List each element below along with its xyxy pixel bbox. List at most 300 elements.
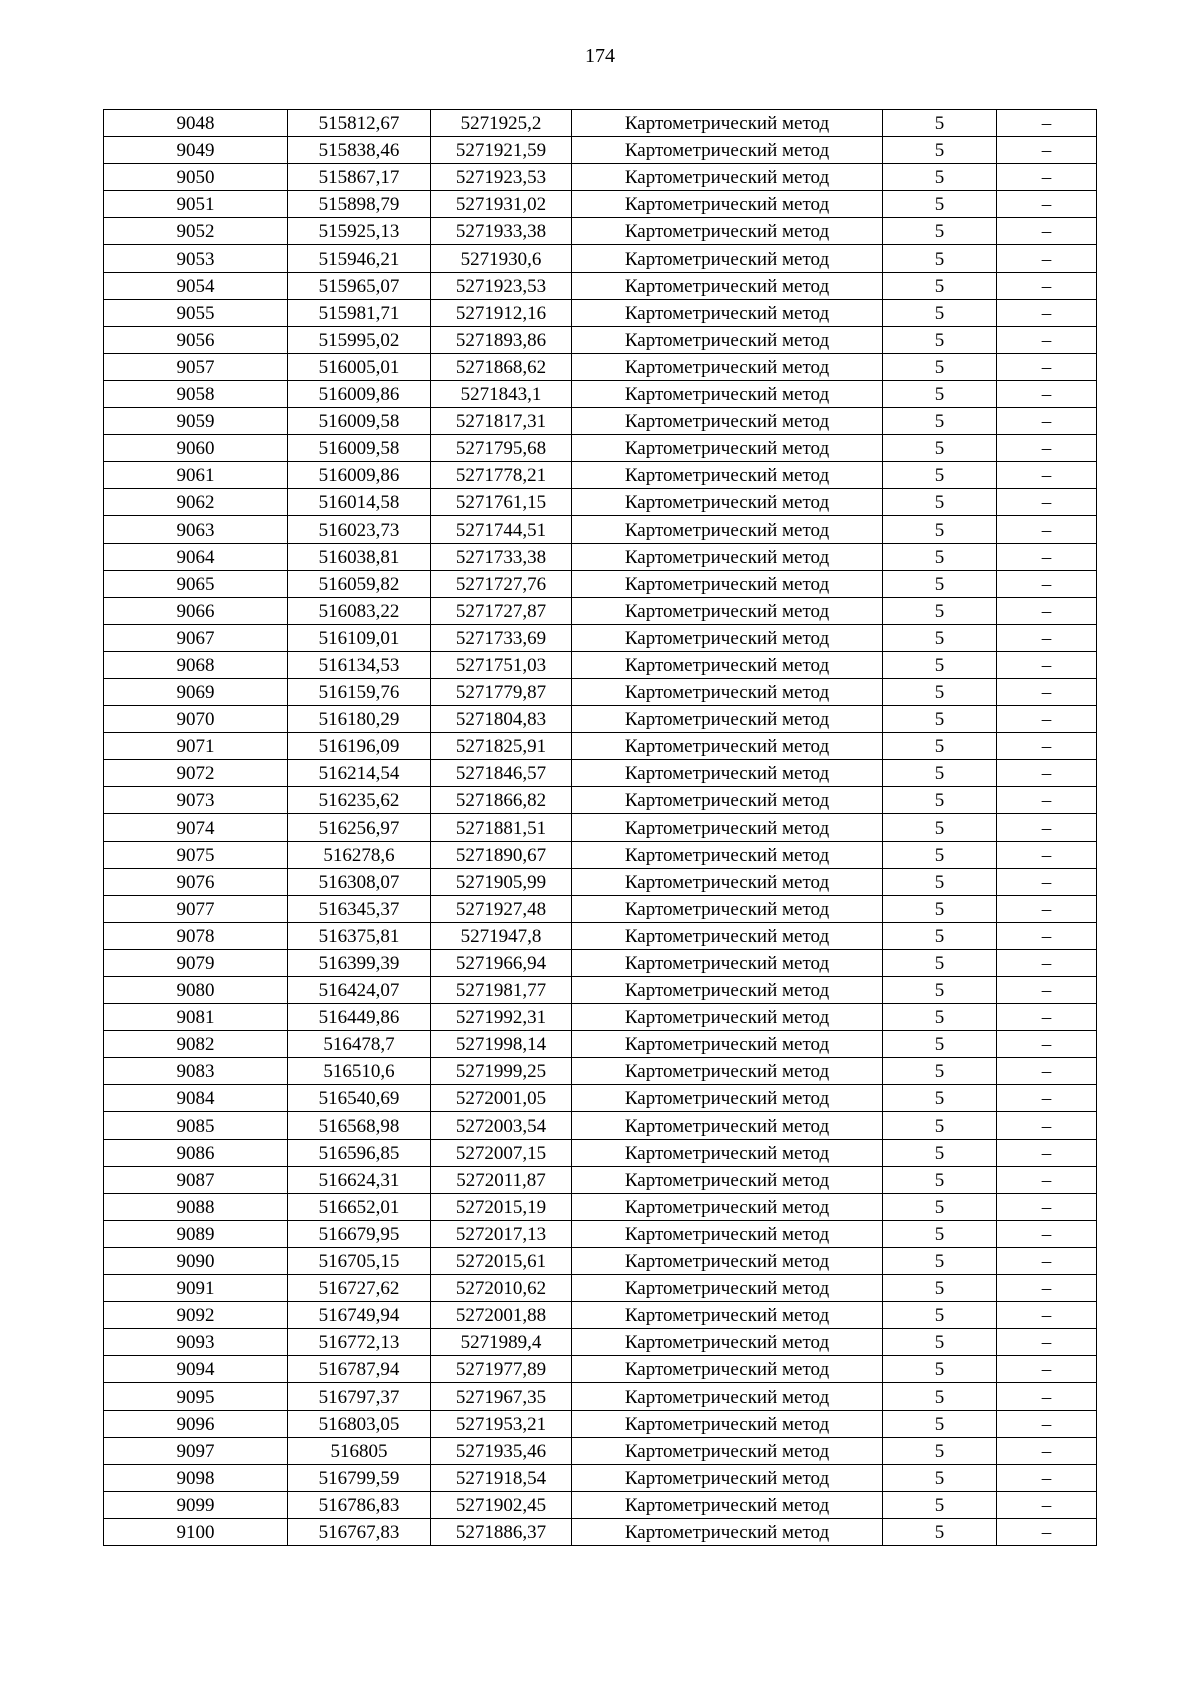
table-row (104, 841, 1097, 868)
point-number-cell: 9094 (104, 1356, 288, 1383)
method-cell: Картометрический метод (572, 1166, 883, 1193)
method-cell: Картометрический метод (572, 1356, 883, 1383)
accuracy-cell: 5 (883, 1329, 997, 1356)
note-cell: – (997, 543, 1097, 570)
y-coordinate-cell: 5271977,89 (431, 1356, 572, 1383)
coordinates-table-body (104, 110, 1097, 1546)
method-cell: Картометрический метод (572, 733, 883, 760)
note-cell: – (997, 1247, 1097, 1274)
y-coordinate-cell: 5271761,15 (431, 489, 572, 516)
x-coordinate-cell: 515946,21 (288, 245, 431, 272)
table-row (104, 678, 1097, 705)
y-coordinate-cell: 5271967,35 (431, 1383, 572, 1410)
point-number-cell: 9073 (104, 787, 288, 814)
x-coordinate-cell: 516214,54 (288, 760, 431, 787)
accuracy-cell: 5 (883, 1464, 997, 1491)
note-cell: – (997, 733, 1097, 760)
x-coordinate-cell: 516134,53 (288, 651, 431, 678)
method-cell: Картометрический метод (572, 299, 883, 326)
accuracy-cell: 5 (883, 895, 997, 922)
point-number-cell: 9049 (104, 137, 288, 164)
note-cell: – (997, 1112, 1097, 1139)
note-cell: – (997, 380, 1097, 407)
note-cell: – (997, 299, 1097, 326)
note-cell: – (997, 1302, 1097, 1329)
accuracy-cell: 5 (883, 1518, 997, 1545)
y-coordinate-cell: 5271989,4 (431, 1329, 572, 1356)
note-cell: – (997, 1383, 1097, 1410)
y-coordinate-cell: 5271918,54 (431, 1464, 572, 1491)
note-cell: – (997, 1004, 1097, 1031)
table-row (104, 651, 1097, 678)
method-cell: Картометрический метод (572, 164, 883, 191)
accuracy-cell: 5 (883, 1085, 997, 1112)
accuracy-cell: 5 (883, 489, 997, 516)
accuracy-cell: 5 (883, 1247, 997, 1274)
note-cell: – (997, 1139, 1097, 1166)
note-cell: – (997, 435, 1097, 462)
point-number-cell: 9062 (104, 489, 288, 516)
y-coordinate-cell: 5271912,16 (431, 299, 572, 326)
y-coordinate-cell: 5271902,45 (431, 1491, 572, 1518)
table-row (104, 1193, 1097, 1220)
accuracy-cell: 5 (883, 272, 997, 299)
point-number-cell: 9095 (104, 1383, 288, 1410)
point-number-cell: 9077 (104, 895, 288, 922)
x-coordinate-cell: 516805 (288, 1437, 431, 1464)
point-number-cell: 9050 (104, 164, 288, 191)
note-cell: – (997, 1058, 1097, 1085)
y-coordinate-cell: 5271727,76 (431, 570, 572, 597)
x-coordinate-cell: 515925,13 (288, 218, 431, 245)
table-row (104, 706, 1097, 733)
accuracy-cell: 5 (883, 570, 997, 597)
note-cell: – (997, 1410, 1097, 1437)
note-cell: – (997, 760, 1097, 787)
note-cell: – (997, 706, 1097, 733)
method-cell: Картометрический метод (572, 380, 883, 407)
x-coordinate-cell: 516399,39 (288, 949, 431, 976)
accuracy-cell: 5 (883, 922, 997, 949)
method-cell: Картометрический метод (572, 651, 883, 678)
note-cell: – (997, 164, 1097, 191)
y-coordinate-cell: 5271947,8 (431, 922, 572, 949)
x-coordinate-cell: 516797,37 (288, 1383, 431, 1410)
accuracy-cell: 5 (883, 516, 997, 543)
table-row (104, 1464, 1097, 1491)
table-row (104, 922, 1097, 949)
accuracy-cell: 5 (883, 1491, 997, 1518)
table-row (104, 299, 1097, 326)
x-coordinate-cell: 516478,7 (288, 1031, 431, 1058)
method-cell: Картометрический метод (572, 272, 883, 299)
point-number-cell: 9092 (104, 1302, 288, 1329)
method-cell: Картометрический метод (572, 1193, 883, 1220)
x-coordinate-cell: 516235,62 (288, 787, 431, 814)
note-cell: – (997, 1437, 1097, 1464)
accuracy-cell: 5 (883, 1193, 997, 1220)
method-cell: Картометрический метод (572, 1302, 883, 1329)
method-cell: Картометрический метод (572, 1220, 883, 1247)
table-row (104, 1410, 1097, 1437)
x-coordinate-cell: 516568,98 (288, 1112, 431, 1139)
method-cell: Картометрический метод (572, 137, 883, 164)
point-number-cell: 9083 (104, 1058, 288, 1085)
note-cell: – (997, 1166, 1097, 1193)
method-cell: Картометрический метод (572, 977, 883, 1004)
x-coordinate-cell: 516424,07 (288, 977, 431, 1004)
accuracy-cell: 5 (883, 218, 997, 245)
table-row (104, 1383, 1097, 1410)
point-number-cell: 9088 (104, 1193, 288, 1220)
y-coordinate-cell: 5271893,86 (431, 326, 572, 353)
point-number-cell: 9079 (104, 949, 288, 976)
accuracy-cell: 5 (883, 543, 997, 570)
note-cell: – (997, 841, 1097, 868)
x-coordinate-cell: 516308,07 (288, 868, 431, 895)
note-cell: – (997, 570, 1097, 597)
note-cell: – (997, 1518, 1097, 1545)
method-cell: Картометрический метод (572, 1329, 883, 1356)
method-cell: Картометрический метод (572, 408, 883, 435)
point-number-cell: 9058 (104, 380, 288, 407)
point-number-cell: 9078 (104, 922, 288, 949)
method-cell: Картометрический метод (572, 760, 883, 787)
accuracy-cell: 5 (883, 1220, 997, 1247)
coordinates-table (103, 109, 1097, 1546)
table-row (104, 516, 1097, 543)
note-cell: – (997, 678, 1097, 705)
table-row (104, 1004, 1097, 1031)
accuracy-cell: 5 (883, 245, 997, 272)
accuracy-cell: 5 (883, 706, 997, 733)
point-number-cell: 9071 (104, 733, 288, 760)
x-coordinate-cell: 515867,17 (288, 164, 431, 191)
x-coordinate-cell: 515898,79 (288, 191, 431, 218)
note-cell: – (997, 218, 1097, 245)
y-coordinate-cell: 5271804,83 (431, 706, 572, 733)
method-cell: Картометрический метод (572, 787, 883, 814)
y-coordinate-cell: 5271886,37 (431, 1518, 572, 1545)
accuracy-cell: 5 (883, 1302, 997, 1329)
x-coordinate-cell: 515965,07 (288, 272, 431, 299)
y-coordinate-cell: 5271817,31 (431, 408, 572, 435)
table-row (104, 977, 1097, 1004)
note-cell: – (997, 489, 1097, 516)
table-row (104, 1085, 1097, 1112)
note-cell: – (997, 326, 1097, 353)
note-cell: – (997, 137, 1097, 164)
method-cell: Картометрический метод (572, 1031, 883, 1058)
table-row (104, 326, 1097, 353)
y-coordinate-cell: 5271923,53 (431, 272, 572, 299)
table-row (104, 272, 1097, 299)
table-row (104, 110, 1097, 137)
accuracy-cell: 5 (883, 597, 997, 624)
y-coordinate-cell: 5271923,53 (431, 164, 572, 191)
point-number-cell: 9099 (104, 1491, 288, 1518)
y-coordinate-cell: 5272011,87 (431, 1166, 572, 1193)
method-cell: Картометрический метод (572, 435, 883, 462)
point-number-cell: 9074 (104, 814, 288, 841)
accuracy-cell: 5 (883, 760, 997, 787)
y-coordinate-cell: 5271846,57 (431, 760, 572, 787)
method-cell: Картометрический метод (572, 1464, 883, 1491)
accuracy-cell: 5 (883, 1031, 997, 1058)
point-number-cell: 9059 (104, 408, 288, 435)
point-number-cell: 9064 (104, 543, 288, 570)
method-cell: Картометрический метод (572, 1491, 883, 1518)
y-coordinate-cell: 5271727,87 (431, 597, 572, 624)
accuracy-cell: 5 (883, 191, 997, 218)
point-number-cell: 9090 (104, 1247, 288, 1274)
accuracy-cell: 5 (883, 1004, 997, 1031)
y-coordinate-cell: 5271881,51 (431, 814, 572, 841)
point-number-cell: 9066 (104, 597, 288, 624)
note-cell: – (997, 245, 1097, 272)
method-cell: Картометрический метод (572, 678, 883, 705)
method-cell: Картометрический метод (572, 1085, 883, 1112)
note-cell: – (997, 651, 1097, 678)
x-coordinate-cell: 516679,95 (288, 1220, 431, 1247)
note-cell: – (997, 1193, 1097, 1220)
table-row (104, 814, 1097, 841)
table-row (104, 191, 1097, 218)
table-row (104, 1031, 1097, 1058)
x-coordinate-cell: 516009,86 (288, 380, 431, 407)
accuracy-cell: 5 (883, 841, 997, 868)
y-coordinate-cell: 5272015,61 (431, 1247, 572, 1274)
method-cell: Картометрический метод (572, 1004, 883, 1031)
y-coordinate-cell: 5271925,2 (431, 110, 572, 137)
accuracy-cell: 5 (883, 1410, 997, 1437)
y-coordinate-cell: 5272017,13 (431, 1220, 572, 1247)
point-number-cell: 9093 (104, 1329, 288, 1356)
y-coordinate-cell: 5271933,38 (431, 218, 572, 245)
table-row (104, 218, 1097, 245)
point-number-cell: 9085 (104, 1112, 288, 1139)
table-row (104, 462, 1097, 489)
method-cell: Картометрический метод (572, 1247, 883, 1274)
method-cell: Картометрический метод (572, 624, 883, 651)
table-row (104, 245, 1097, 272)
point-number-cell: 9052 (104, 218, 288, 245)
x-coordinate-cell: 516787,94 (288, 1356, 431, 1383)
x-coordinate-cell: 516596,85 (288, 1139, 431, 1166)
table-row (104, 489, 1097, 516)
accuracy-cell: 5 (883, 137, 997, 164)
y-coordinate-cell: 5271733,69 (431, 624, 572, 651)
note-cell: – (997, 922, 1097, 949)
accuracy-cell: 5 (883, 1058, 997, 1085)
method-cell: Картометрический метод (572, 462, 883, 489)
point-number-cell: 9098 (104, 1464, 288, 1491)
table-row (104, 1139, 1097, 1166)
y-coordinate-cell: 5272007,15 (431, 1139, 572, 1166)
table-row (104, 1329, 1097, 1356)
note-cell: – (997, 191, 1097, 218)
accuracy-cell: 5 (883, 814, 997, 841)
accuracy-cell: 5 (883, 1139, 997, 1166)
point-number-cell: 9054 (104, 272, 288, 299)
x-coordinate-cell: 516705,15 (288, 1247, 431, 1274)
y-coordinate-cell: 5271779,87 (431, 678, 572, 705)
method-cell: Картометрический метод (572, 516, 883, 543)
accuracy-cell: 5 (883, 1383, 997, 1410)
x-coordinate-cell: 516772,13 (288, 1329, 431, 1356)
point-number-cell: 9089 (104, 1220, 288, 1247)
accuracy-cell: 5 (883, 1275, 997, 1302)
accuracy-cell: 5 (883, 977, 997, 1004)
point-number-cell: 9056 (104, 326, 288, 353)
y-coordinate-cell: 5271953,21 (431, 1410, 572, 1437)
y-coordinate-cell: 5271751,03 (431, 651, 572, 678)
note-cell: – (997, 1031, 1097, 1058)
method-cell: Картометрический метод (572, 1410, 883, 1437)
table-row (104, 380, 1097, 407)
y-coordinate-cell: 5271778,21 (431, 462, 572, 489)
table-row (104, 137, 1097, 164)
note-cell: – (997, 516, 1097, 543)
table-row (104, 760, 1097, 787)
table-row (104, 597, 1097, 624)
point-number-cell: 9100 (104, 1518, 288, 1545)
accuracy-cell: 5 (883, 868, 997, 895)
table-row (104, 1437, 1097, 1464)
note-cell: – (997, 1085, 1097, 1112)
method-cell: Картометрический метод (572, 868, 883, 895)
point-number-cell: 9063 (104, 516, 288, 543)
method-cell: Картометрический метод (572, 489, 883, 516)
y-coordinate-cell: 5271931,02 (431, 191, 572, 218)
x-coordinate-cell: 515812,67 (288, 110, 431, 137)
note-cell: – (997, 1329, 1097, 1356)
y-coordinate-cell: 5271999,25 (431, 1058, 572, 1085)
x-coordinate-cell: 515981,71 (288, 299, 431, 326)
method-cell: Картометрический метод (572, 922, 883, 949)
table-row (104, 1220, 1097, 1247)
y-coordinate-cell: 5271843,1 (431, 380, 572, 407)
point-number-cell: 9070 (104, 706, 288, 733)
note-cell: – (997, 868, 1097, 895)
table-row (104, 435, 1097, 462)
x-coordinate-cell: 516749,94 (288, 1302, 431, 1329)
table-row (104, 733, 1097, 760)
note-cell: – (997, 353, 1097, 380)
y-coordinate-cell: 5271795,68 (431, 435, 572, 462)
x-coordinate-cell: 516059,82 (288, 570, 431, 597)
note-cell: – (997, 1356, 1097, 1383)
accuracy-cell: 5 (883, 1356, 997, 1383)
table-row (104, 164, 1097, 191)
x-coordinate-cell: 516038,81 (288, 543, 431, 570)
point-number-cell: 9087 (104, 1166, 288, 1193)
method-cell: Картометрический метод (572, 191, 883, 218)
x-coordinate-cell: 516256,97 (288, 814, 431, 841)
x-coordinate-cell: 516624,31 (288, 1166, 431, 1193)
x-coordinate-cell: 516009,58 (288, 408, 431, 435)
y-coordinate-cell: 5271998,14 (431, 1031, 572, 1058)
point-number-cell: 9091 (104, 1275, 288, 1302)
note-cell: – (997, 1491, 1097, 1518)
table-row (104, 1356, 1097, 1383)
note-cell: – (997, 1220, 1097, 1247)
x-coordinate-cell: 516375,81 (288, 922, 431, 949)
accuracy-cell: 5 (883, 949, 997, 976)
point-number-cell: 9076 (104, 868, 288, 895)
point-number-cell: 9082 (104, 1031, 288, 1058)
note-cell: – (997, 597, 1097, 624)
accuracy-cell: 5 (883, 435, 997, 462)
note-cell: – (997, 1464, 1097, 1491)
note-cell: – (997, 110, 1097, 137)
point-number-cell: 9072 (104, 760, 288, 787)
table-row (104, 543, 1097, 570)
accuracy-cell: 5 (883, 1112, 997, 1139)
accuracy-cell: 5 (883, 164, 997, 191)
point-number-cell: 9068 (104, 651, 288, 678)
method-cell: Картометрический метод (572, 841, 883, 868)
x-coordinate-cell: 516278,6 (288, 841, 431, 868)
accuracy-cell: 5 (883, 1166, 997, 1193)
x-coordinate-cell: 516799,59 (288, 1464, 431, 1491)
point-number-cell: 9053 (104, 245, 288, 272)
x-coordinate-cell: 515995,02 (288, 326, 431, 353)
x-coordinate-cell: 516767,83 (288, 1518, 431, 1545)
y-coordinate-cell: 5272010,62 (431, 1275, 572, 1302)
accuracy-cell: 5 (883, 733, 997, 760)
method-cell: Картометрический метод (572, 949, 883, 976)
y-coordinate-cell: 5271921,59 (431, 137, 572, 164)
accuracy-cell: 5 (883, 624, 997, 651)
point-number-cell: 9067 (104, 624, 288, 651)
table-row (104, 1058, 1097, 1085)
table-row (104, 1302, 1097, 1329)
x-coordinate-cell: 516159,76 (288, 678, 431, 705)
y-coordinate-cell: 5272001,05 (431, 1085, 572, 1112)
table-row (104, 949, 1097, 976)
note-cell: – (997, 814, 1097, 841)
y-coordinate-cell: 5272015,19 (431, 1193, 572, 1220)
method-cell: Картометрический метод (572, 570, 883, 597)
accuracy-cell: 5 (883, 678, 997, 705)
note-cell: – (997, 272, 1097, 299)
point-number-cell: 9048 (104, 110, 288, 137)
y-coordinate-cell: 5271868,62 (431, 353, 572, 380)
note-cell: – (997, 895, 1097, 922)
method-cell: Картометрический метод (572, 110, 883, 137)
table-row (104, 353, 1097, 380)
y-coordinate-cell: 5271890,67 (431, 841, 572, 868)
table-row (104, 624, 1097, 651)
method-cell: Картометрический метод (572, 597, 883, 624)
point-number-cell: 9069 (104, 678, 288, 705)
method-cell: Картометрический метод (572, 1437, 883, 1464)
accuracy-cell: 5 (883, 462, 997, 489)
x-coordinate-cell: 516109,01 (288, 624, 431, 651)
y-coordinate-cell: 5271927,48 (431, 895, 572, 922)
note-cell: – (997, 977, 1097, 1004)
accuracy-cell: 5 (883, 326, 997, 353)
x-coordinate-cell: 516540,69 (288, 1085, 431, 1112)
y-coordinate-cell: 5271935,46 (431, 1437, 572, 1464)
x-coordinate-cell: 516727,62 (288, 1275, 431, 1302)
note-cell: – (997, 787, 1097, 814)
page-number: 174 (585, 45, 615, 67)
table-row (104, 1112, 1097, 1139)
x-coordinate-cell: 516786,83 (288, 1491, 431, 1518)
note-cell: – (997, 949, 1097, 976)
